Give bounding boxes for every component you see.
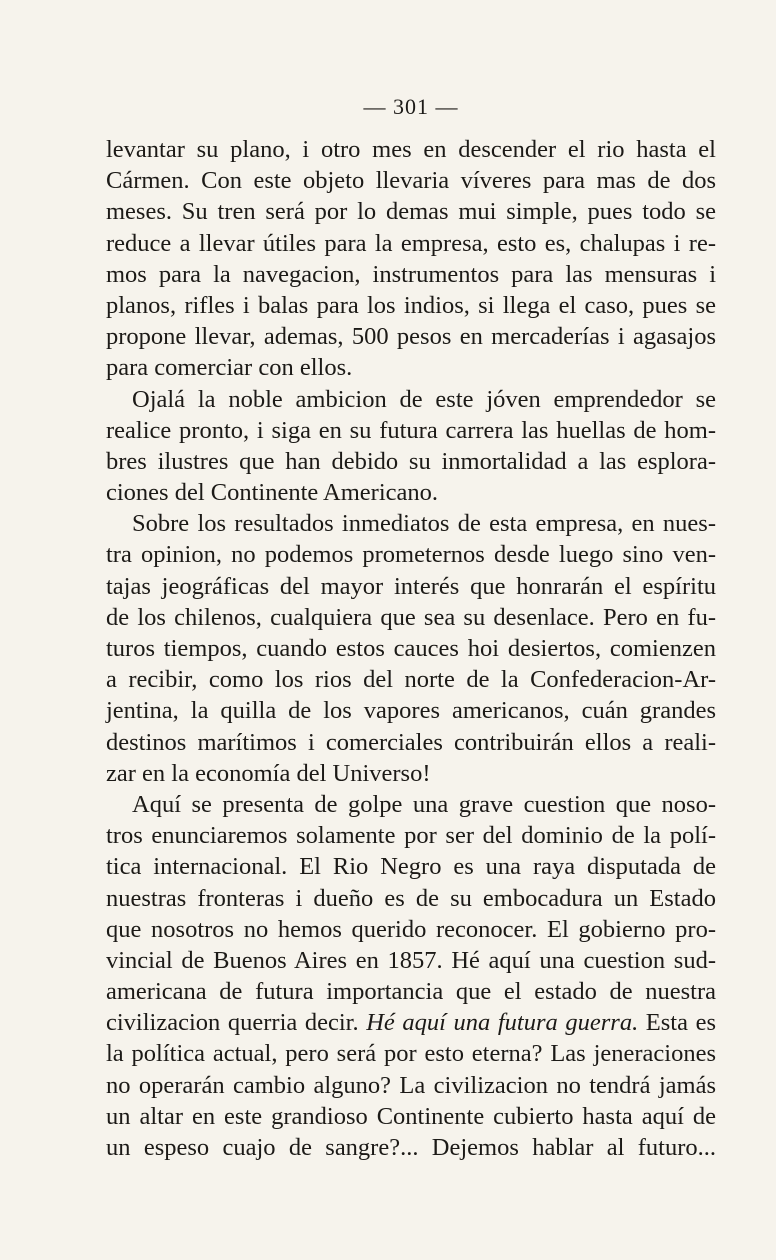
paragraph-3 bbox=[106, 508, 716, 789]
text-line: Ojalá la noble ambicion de este jóven emprendedor se bbox=[132, 385, 716, 413]
text-line: reduce a llevar útiles para la empresa, esto es, chalupas i re- bbox=[106, 229, 716, 257]
text-line: ciones del Continente Americano. bbox=[106, 479, 439, 507]
text-line: jentina, la quilla de los vapores americanos, cuán grandes bbox=[106, 697, 716, 725]
text-line: un altar en este grandioso Continente cubierto hasta aquí de bbox=[106, 1102, 716, 1130]
text-line: tra opinion, no podemos prometernos desde luego sino ven- bbox=[106, 541, 716, 569]
text-line: la política actual, pero será por esto eterna? Las jeneraciones bbox=[106, 1040, 716, 1068]
text-line: vincial de Buenos Aires en 1857. Hé aquí una cuestion sud- bbox=[106, 946, 716, 974]
text-line: americana de futura importancia que el estado de nuestra bbox=[106, 978, 716, 1006]
paragraph-4 bbox=[106, 789, 716, 1163]
paragraph-2 bbox=[106, 384, 716, 509]
text-line: destinos marítimos i comerciales contribuirán ellos a reali- bbox=[106, 728, 716, 756]
text-line: para comerciar con ellos. bbox=[106, 354, 353, 382]
text-segment: civilizacion querria decir. bbox=[106, 1009, 367, 1037]
text-line: Aquí se presenta de golpe una grave cuestion que noso- bbox=[132, 790, 716, 818]
text-line: que nosotros no hemos querido reconocer. El gobierno pro- bbox=[106, 915, 716, 943]
page-number: — 301 — bbox=[363, 94, 459, 119]
text-line: Sobre los resultados inmediatos de esta empresa, en nues- bbox=[132, 510, 716, 538]
text-line: levantar su plano, i otro mes en descender el rio hasta el bbox=[106, 136, 716, 163]
italic-phrase: Hé aquí una futura guerra. bbox=[366, 1009, 639, 1037]
text-line-mixed bbox=[106, 1007, 716, 1038]
text-segment: Esta es bbox=[638, 1009, 716, 1037]
text-line: realice pronto, i siga en su futura carrera las huellas de hom- bbox=[106, 416, 716, 444]
text-line: turos tiempos, cuando estos cauces hoi desiertos, comienzen bbox=[106, 635, 716, 662]
text-line: mos para la navegacion, instrumentos para las mensuras i bbox=[106, 260, 716, 288]
paragraph-1 bbox=[106, 134, 716, 384]
text-line: meses. Su tren será por lo demas mui simple, pues todo se bbox=[106, 198, 716, 226]
text-line: planos, rifles i balas para los indios, si llega el caso, pues se bbox=[106, 291, 716, 319]
text-line: no operarán cambio alguno? La civilizacion no tendrá jamás bbox=[106, 1071, 716, 1099]
text-line: bres ilustres que han debido su inmortalidad a las esplora- bbox=[106, 447, 716, 475]
book-page bbox=[106, 92, 716, 1163]
text-line: tros enunciaremos solamente por ser del dominio de la polí- bbox=[106, 822, 716, 850]
text-line: un espeso cuajo de sangre?... Dejemos hablar al futuro... bbox=[106, 1134, 716, 1161]
text-line: propone llevar, ademas, 500 pesos en mercaderías i agasajos bbox=[106, 323, 716, 351]
text-line: Cármen. Con este objeto llevaria víveres para mas de dos bbox=[106, 167, 716, 195]
text-line: a recibir, como los rios del norte de la Confederacion-Ar- bbox=[106, 666, 716, 694]
text-line: nuestras fronteras i dueño es de su embocadura un Estado bbox=[106, 884, 716, 912]
text-line: zar en la economía del Universo! bbox=[106, 759, 431, 787]
text-line: tajas jeográficas del mayor interés que honrarán el espíritu bbox=[106, 572, 716, 600]
text-line: de los chilenos, cualquiera que sea su desenlace. Pero en fu- bbox=[106, 603, 716, 631]
text-line: tica internacional. El Rio Negro es una raya disputada de bbox=[106, 853, 716, 881]
